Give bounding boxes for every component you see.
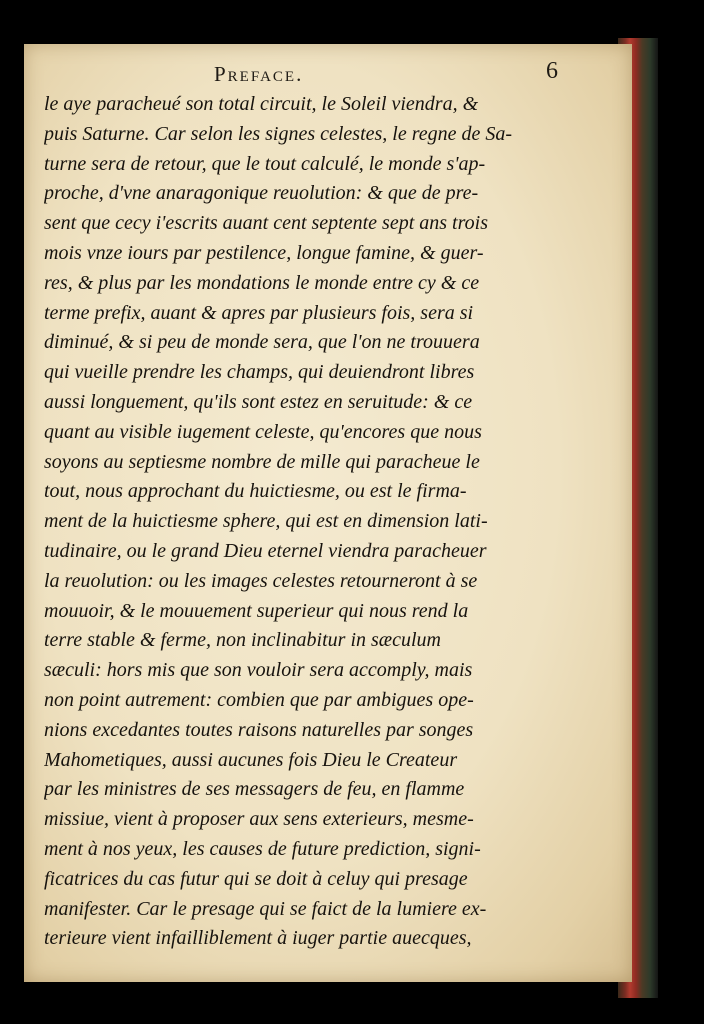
text-line: manifester. Car le presage qui se faict de la lumiere ex-: [44, 897, 487, 920]
book-page: [24, 44, 632, 982]
text-line: proche, d'vne anaragonique reuolution: & que de pre-: [44, 182, 479, 205]
text-body: [44, 90, 612, 954]
page-number: 6: [546, 58, 558, 84]
text-line: tudinaire, ou le grand Dieu eternel viendra paracheuer: [44, 539, 487, 562]
text-line: diminué, & si peu de monde sera, que l'on ne trouuera: [44, 331, 480, 354]
text-line: par les ministres de ses messagers de feu, en flamme: [44, 778, 465, 801]
text-line: qui vueille prendre les champs, qui deuiendront libres: [44, 361, 475, 384]
text-line: ficatrices du cas futur qui se doit à celuy qui presage: [44, 867, 468, 890]
text-line: puis Saturne. Car selon les signes celestes, le regne de Sa-: [44, 122, 513, 145]
text-line: turne sera de retour, que le tout calculé, le monde s'ap-: [44, 152, 486, 175]
text-line: non point autrement: combien que par ambigues ope-: [44, 688, 474, 711]
text-line: nions excedantes toutes raisons naturelles par songes: [44, 718, 474, 741]
text-line: mouuoir, & le mouuement superieur qui nous rend la: [44, 599, 469, 622]
text-line: mois vnze iours par pestilence, longue famine, & guer-: [44, 241, 484, 264]
text-line: la reuolution: ou les images celestes retourneront à se: [44, 569, 478, 592]
text-line: missiue, vient à proposer aux sens exterieurs, mesme-: [44, 808, 474, 831]
text-line: soyons au septiesme nombre de mille qui paracheue le: [44, 450, 480, 473]
text-line: ment à nos yeux, les causes de future prediction, signi-: [44, 837, 481, 860]
text-line: le aye paracheué son total circuit, le Soleil viendra, &: [44, 93, 479, 115]
text-line: terme prefix, auant & apres par plusieurs fois, sera si: [44, 301, 474, 324]
page-header: [24, 58, 632, 88]
text-line: tout, nous approchant du huictiesme, ou est le firma-: [44, 480, 467, 503]
text-line: Mahometiques, aussi aucunes fois Dieu le Createur: [44, 748, 458, 771]
text-line: aussi longuement, qu'ils sont estez en seruitude: & ce: [44, 390, 473, 413]
text-line: quant au visible iugement celeste, qu'encores que nous: [44, 420, 482, 443]
running-title: Preface.: [214, 62, 304, 86]
text-line: terre stable & ferme, non inclinabitur in sæculum: [44, 629, 442, 652]
text-line: sæculi: hors mis que son vouloir sera accomply, mais: [44, 659, 473, 682]
text-line: terieure vient infailliblement à iuger partie auecques,: [44, 927, 472, 950]
text-line: ment de la huictiesme sphere, qui est en dimension lati-: [44, 510, 488, 533]
text-line: res, & plus par les mondations le monde entre cy & ce: [44, 271, 480, 294]
text-line: sent que cecy i'escrits auant cent septente sept ans trois: [44, 212, 488, 235]
